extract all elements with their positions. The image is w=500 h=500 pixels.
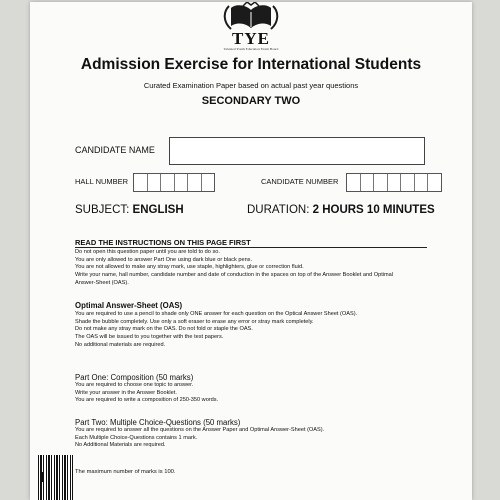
registration-mark — [40, 472, 44, 482]
oas-line: You are required to use a pencil to shade only ONE answer for each question on the Optical Answer Sheet (OAS). — [75, 311, 358, 317]
brand-subtitle: Talented Youth Education Exam Board — [223, 47, 279, 51]
duration-line — [247, 204, 435, 216]
part-one-list — [75, 382, 430, 405]
candidate-number-field[interactable] — [346, 173, 442, 192]
candidate-number-label: CANDIDATE NUMBER — [261, 177, 339, 186]
instructions-heading: READ THE INSTRUCTIONS ON THIS PAGE FIRST — [75, 238, 251, 247]
subject-line — [75, 204, 184, 216]
brand-name: TYE — [232, 29, 270, 48]
instruction-line: You are only allowed to answer Part One using dark blue or black pens. — [75, 256, 253, 263]
oas-line: Do not make any stray mark on the OAS. Do not fold or staple the OAS. — [75, 326, 253, 333]
part-one-title: Part One: Composition (50 marks) — [75, 373, 194, 382]
instructions-list — [75, 249, 430, 288]
level-label: SECONDARY TWO — [201, 95, 301, 107]
duration-prefix: DURATION: — [247, 204, 310, 216]
oas-title: Optimal Answer-Sheet (OAS) — [75, 301, 183, 310]
part-one-line: You are required to write a composition of 250-350 words. — [75, 397, 219, 404]
instruction-line: Write your name, hall number, candidate number and date of conduction in the spaces on top of the Answer Booklet and Optimal — [75, 272, 393, 279]
book-laurel-icon — [219, 2, 283, 32]
instruction-line: Answer-Sheet (OAS). — [75, 279, 129, 286]
max-marks-note: The maximum number of marks is 100. — [75, 469, 176, 475]
duration-value: 2 HOURS 10 MINUTES — [312, 204, 435, 216]
page-subtitle: Curated Examination Paper based on actual past year questions — [143, 81, 359, 90]
part-two-title: Part Two: Multiple Choice-Questions (50 marks) — [75, 418, 241, 427]
part-two-list — [75, 427, 430, 450]
subject-prefix: SUBJECT: — [75, 204, 130, 216]
part-two-line: You are required to answer all the questions on the Answer Paper and Optimal Answer-Sheet (OAS). — [75, 427, 325, 433]
part-one-line: You are required to choose one topic to answer. — [75, 382, 194, 388]
hall-number-field[interactable] — [133, 173, 215, 192]
part-two-line: Each Multiple Choice-Questions contains 1 mark. — [75, 434, 198, 441]
instruction-line: Do not open this question paper until you are told to do so. — [75, 249, 220, 255]
candidate-name-field[interactable] — [169, 137, 425, 165]
oas-list — [75, 311, 430, 350]
hall-number-label: HALL NUMBER — [75, 177, 129, 186]
oas-line: The OAS will be issued to you together with the test papers. — [75, 334, 224, 341]
page-title: Admission Exercise for International Students — [80, 56, 422, 73]
subject-value: ENGLISH — [132, 204, 184, 216]
instruction-line: You are not allowed to make any stray mark, use staple, highlighters, glue or correction fluid. — [75, 264, 304, 271]
candidate-name-label: CANDIDATE NAME — [75, 145, 155, 155]
exam-paper — [30, 2, 472, 500]
instructions-rule — [75, 247, 427, 248]
oas-line: No additional materials are required. — [75, 341, 166, 348]
part-one-line: Write your answer in the Answer Booklet. — [75, 389, 177, 396]
oas-line: Shade the bubble completely. Use only a soft eraser to erase any error or stray mark completely. — [75, 318, 314, 325]
part-two-line: No Additional Materials are required. — [75, 442, 166, 449]
